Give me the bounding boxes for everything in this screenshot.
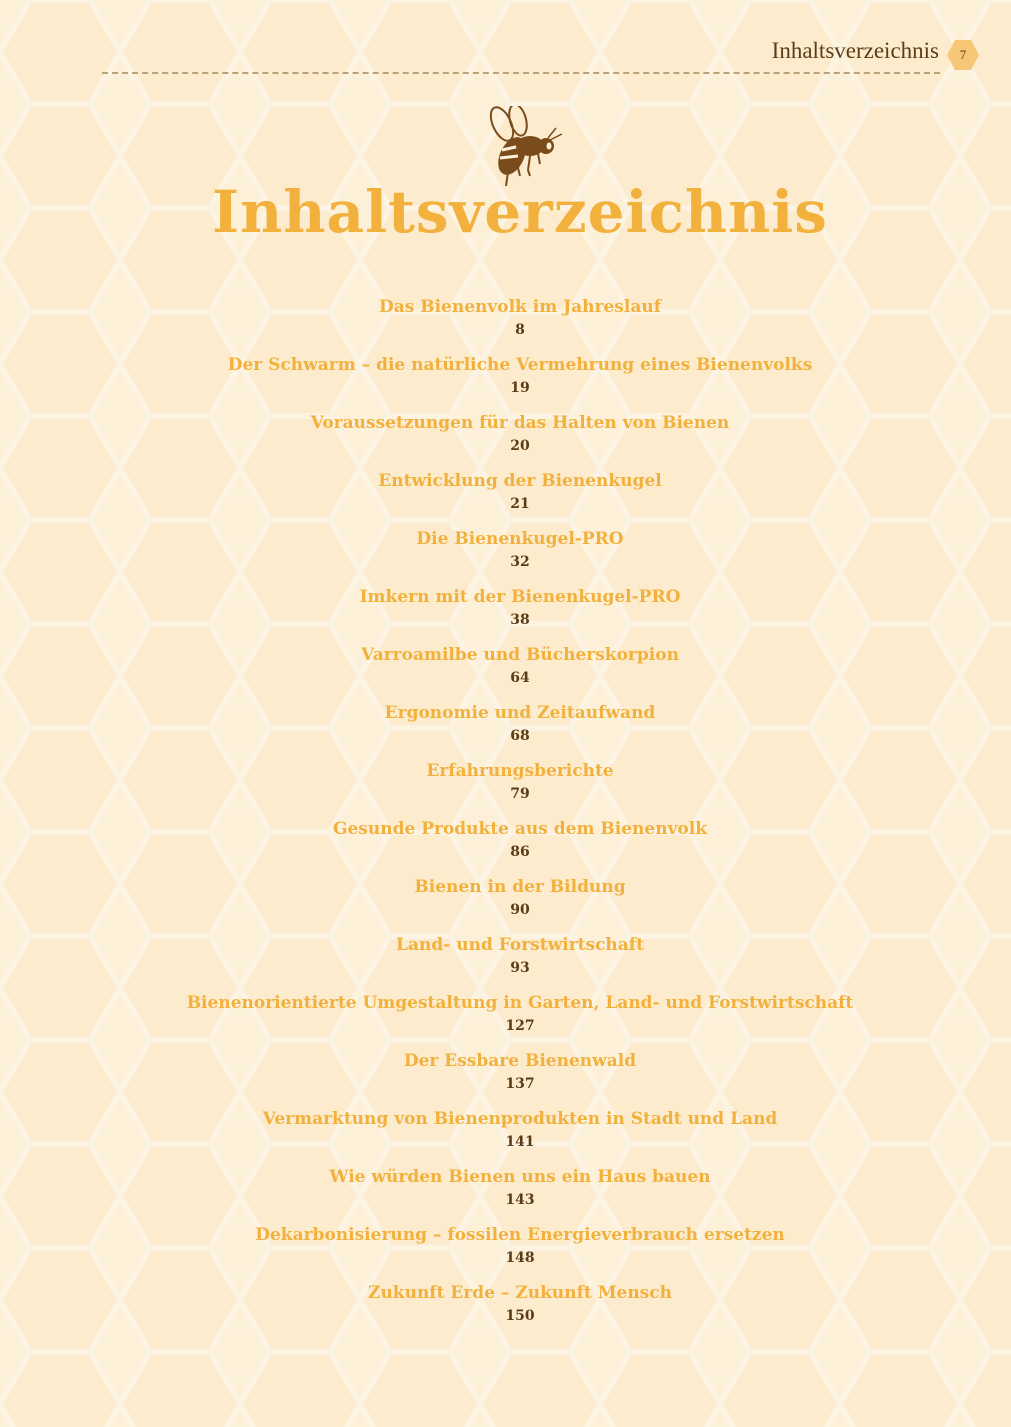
toc-entry-page: 32 [510, 554, 530, 570]
toc-entry-page: 143 [505, 1192, 535, 1208]
toc-entry-page: 148 [505, 1250, 535, 1266]
table-of-contents [0, 296, 1011, 1340]
toc-entry-page: 38 [510, 612, 530, 628]
toc-entry-title[interactable]: Vermarktung von Bienenprodukten in Stadt und Land [262, 1109, 778, 1129]
toc-entry[interactable] [0, 818, 1011, 876]
toc-entry-title[interactable]: Dekarbonisierung – fossilen Energieverbrauch ersetzen [255, 1225, 785, 1245]
toc-entry-title[interactable]: Der Schwarm – die natürliche Vermehrung eines Bienenvolks [227, 355, 813, 375]
toc-entry-title[interactable]: Das Bienenvolk im Jahreslauf [378, 297, 662, 317]
toc-entry-page: 141 [505, 1134, 535, 1150]
toc-entry-page: 20 [510, 438, 530, 454]
toc-entry[interactable] [0, 1108, 1011, 1166]
page-number: 7 [959, 47, 967, 62]
toc-entry-title[interactable]: Erfahrungsberichte [426, 761, 614, 781]
toc-entry[interactable] [0, 1166, 1011, 1224]
toc-entry[interactable] [0, 296, 1011, 354]
toc-entry-title[interactable]: Bienen in der Bildung [414, 877, 626, 897]
toc-entry-page: 137 [505, 1076, 535, 1092]
toc-entry-page: 150 [505, 1308, 535, 1324]
toc-entry[interactable] [0, 354, 1011, 412]
toc-entry[interactable] [0, 760, 1011, 818]
toc-entry[interactable] [0, 1050, 1011, 1108]
toc-entry-title[interactable]: Der Essbare Bienenwald [403, 1051, 637, 1071]
toc-entry-page: 8 [515, 322, 525, 338]
toc-entry-page: 79 [510, 786, 530, 802]
toc-entry[interactable] [0, 1282, 1011, 1340]
toc-entry-title[interactable]: Land- und Forstwirtschaft [396, 935, 644, 955]
toc-entry-page: 64 [510, 670, 530, 686]
toc-entry-page: 127 [505, 1018, 535, 1034]
toc-entry[interactable] [0, 586, 1011, 644]
toc-entry-page: 68 [510, 728, 530, 744]
toc-entry[interactable] [0, 876, 1011, 934]
toc-entry-title[interactable]: Imkern mit der Bienenkugel-PRO [359, 587, 681, 607]
toc-entry-title[interactable]: Bienenorientierte Umgestaltung in Garten, Land- und Forstwirtschaft [186, 993, 854, 1013]
toc-entry-page: 90 [510, 902, 530, 918]
toc-entry[interactable] [0, 702, 1011, 760]
toc-entry[interactable] [0, 528, 1011, 586]
toc-entry[interactable] [0, 470, 1011, 528]
toc-entry[interactable] [0, 934, 1011, 992]
toc-entry[interactable] [0, 1224, 1011, 1282]
toc-entry-title[interactable]: Gesunde Produkte aus dem Bienenvolk [332, 819, 708, 839]
toc-entry-page: 21 [510, 496, 530, 512]
toc-entry-title[interactable]: Wie würden Bienen uns ein Haus bauen [329, 1167, 711, 1187]
toc-entry-title[interactable]: Voraussetzungen für das Halten von Bienen [310, 413, 730, 433]
toc-entry-title[interactable]: Die Bienenkugel-PRO [416, 529, 624, 549]
toc-entry-title[interactable]: Zukunft Erde – Zukunft Mensch [368, 1283, 672, 1303]
page-number-badge [946, 38, 980, 72]
toc-entry-page: 86 [510, 844, 530, 860]
toc-entry-title[interactable]: Ergonomie und Zeitaufwand [384, 703, 656, 723]
toc-entry-title[interactable]: Varroamilbe und Bücherskorpion [361, 645, 679, 665]
header-divider [102, 72, 940, 74]
toc-entry-title[interactable]: Entwicklung der Bienenkugel [378, 471, 662, 491]
toc-entry-page: 93 [510, 960, 530, 976]
toc-entry[interactable] [0, 644, 1011, 702]
toc-entry[interactable] [0, 992, 1011, 1050]
toc-entry[interactable] [0, 412, 1011, 470]
running-header-title: Inhaltsverzeichnis [771, 38, 939, 63]
page-title: Inhaltsverzeichnis [212, 178, 828, 246]
toc-entry-page: 19 [510, 380, 530, 396]
